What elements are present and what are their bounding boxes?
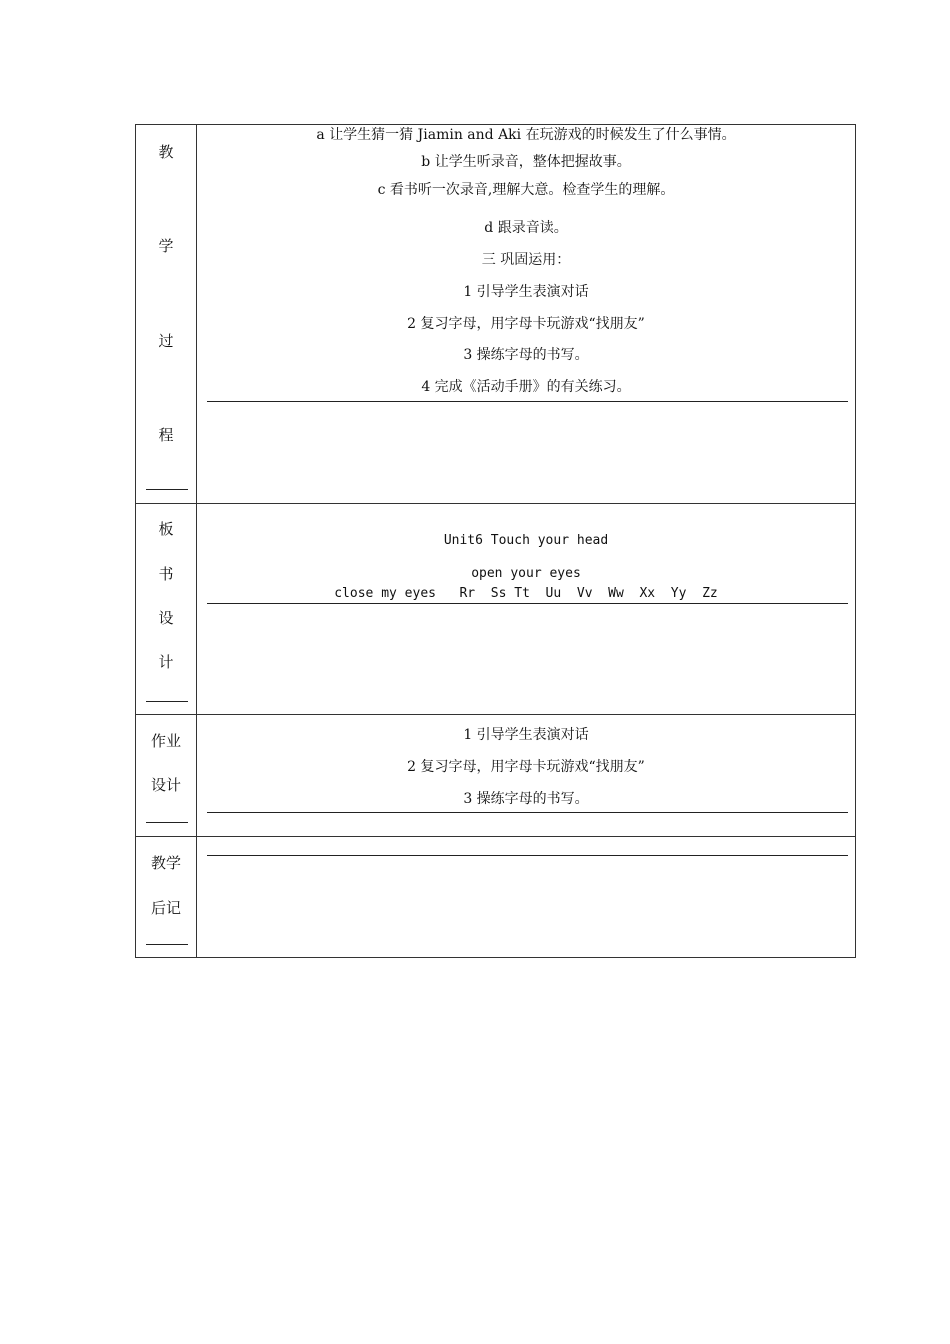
label-char: 教 (158, 143, 174, 161)
homework-design-content (197, 715, 855, 836)
process-step-d: d 跟录音读。 (484, 220, 568, 236)
board-design-label (136, 504, 197, 714)
label-char: 设 (158, 609, 174, 627)
teaching-process-content (197, 125, 855, 503)
teaching-notes-row (136, 837, 855, 957)
divider-line (207, 401, 848, 402)
divider-line (207, 603, 848, 604)
label-text: 设计 (150, 776, 181, 794)
homework-item-2: 2 复习字母，用字母卡玩游戏“找朋友” (407, 759, 645, 775)
process-step-c: c 看书听一次录音,理解大意。检查学生的理解。 (377, 182, 675, 198)
label-underline (146, 822, 188, 823)
label-char: 过 (158, 332, 174, 350)
label-char: 计 (158, 653, 174, 671)
board-line-open: open your eyes (471, 566, 581, 581)
label-char: 书 (158, 565, 174, 583)
process-activity-4: 4 完成《活动手册》的有关练习。 (421, 379, 631, 395)
process-section-heading: 三 巩固运用： (481, 252, 571, 268)
board-line-close-letters: close my eyes Rr Ss Tt Uu Vv Ww Xx Yy Zz (334, 586, 718, 601)
label-char: 板 (158, 520, 174, 538)
process-activity-3: 3 操练字母的书写。 (463, 347, 589, 363)
label-underline (146, 944, 188, 945)
divider-line (207, 812, 848, 813)
label-underline (146, 701, 188, 702)
label-char: 程 (158, 426, 174, 444)
label-text: 作业 (150, 732, 181, 750)
board-design-row (136, 504, 855, 715)
homework-item-1: 1 引导学生表演对话 (463, 727, 589, 743)
process-step-a: a 让学生猜一猜 Jiamin and Aki 在玩游戏的时候发生了什么事情。 (316, 127, 736, 143)
board-design-content (197, 504, 855, 714)
label-underline (146, 489, 188, 490)
homework-item-3: 3 操练字母的书写。 (463, 791, 589, 807)
process-activity-2: 2 复习字母，用字母卡玩游戏“找朋友” (407, 316, 645, 332)
process-step-b: b 让学生听录音，整体把握故事。 (421, 154, 631, 170)
teaching-process-row (136, 125, 855, 504)
homework-design-label (136, 715, 197, 836)
teaching-notes-label (136, 837, 197, 957)
label-char: 学 (158, 237, 174, 255)
homework-design-row (136, 715, 855, 837)
divider-line (207, 855, 848, 856)
label-text: 教学 (150, 854, 181, 872)
board-title: Unit6 Touch your head (443, 533, 609, 548)
lesson-plan-table (135, 124, 856, 958)
teaching-notes-content (197, 837, 855, 957)
label-text: 后记 (150, 899, 181, 917)
teaching-process-label (136, 125, 197, 503)
process-activity-1: 1 引导学生表演对话 (463, 284, 589, 300)
